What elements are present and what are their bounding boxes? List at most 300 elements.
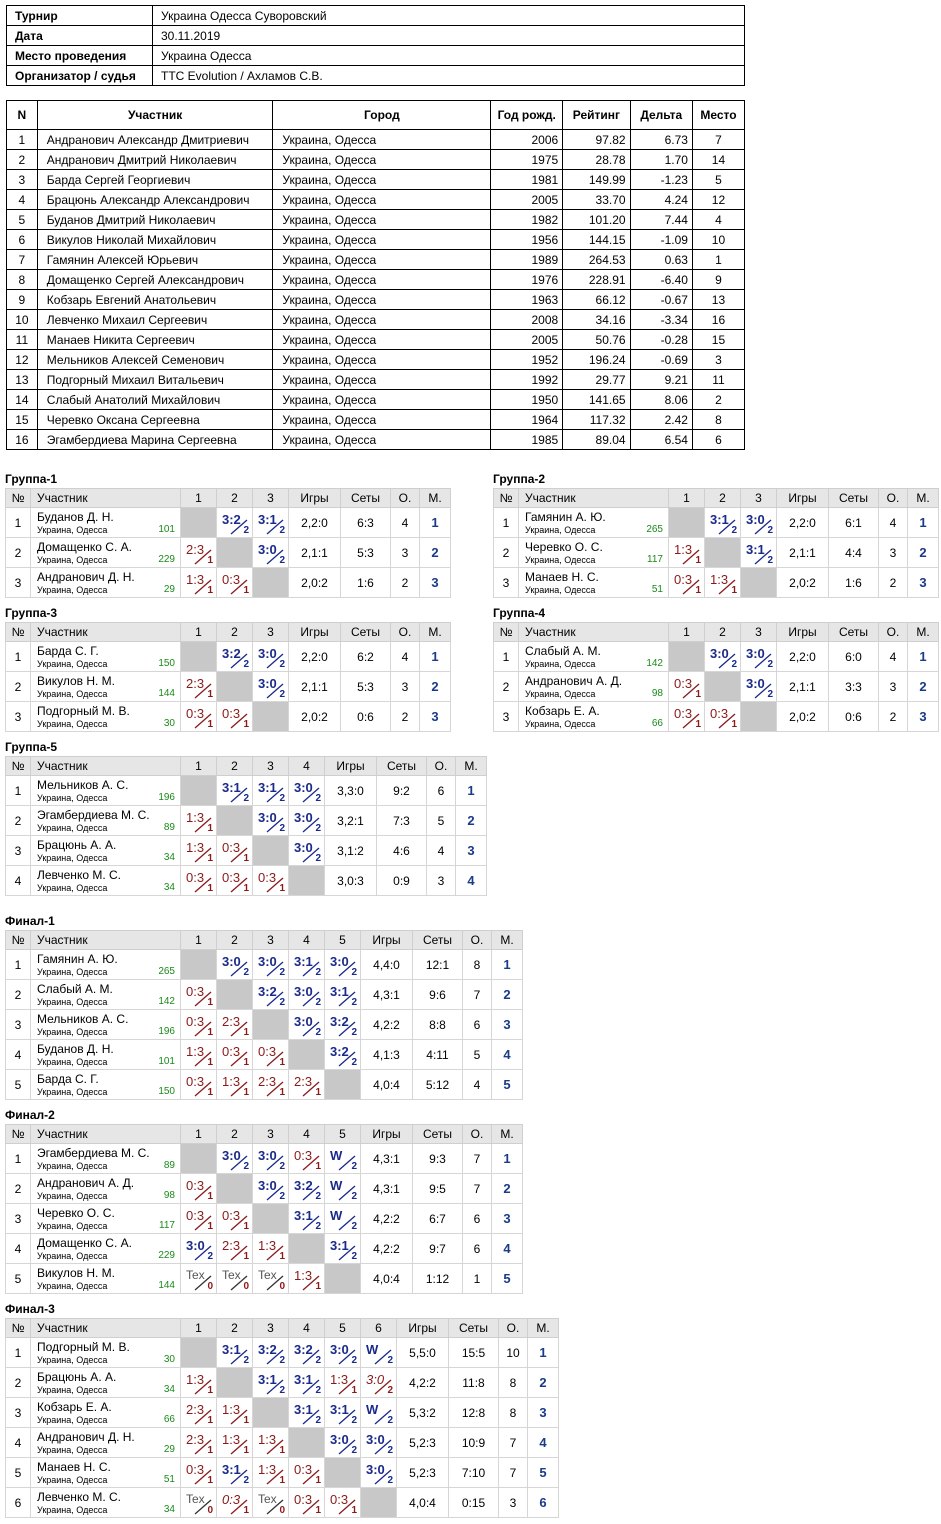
participant-cell <box>31 776 181 806</box>
player-cell: 10 <box>692 230 744 250</box>
match-points: 2 <box>351 967 357 978</box>
col-points: О. <box>879 489 908 508</box>
points-cell: 3 <box>879 672 908 702</box>
participant-cell <box>519 508 669 538</box>
match-points: 1 <box>351 1505 357 1516</box>
player-cell: Украина, Одесса <box>273 390 491 410</box>
match-result-cell <box>181 1010 217 1040</box>
match-score: 3:0 <box>222 954 241 969</box>
match-result-cell <box>289 1264 325 1294</box>
match-points: 2 <box>243 1475 249 1486</box>
col-place: М. <box>528 1319 559 1338</box>
match-score: 1:3 <box>186 1372 205 1387</box>
match-points: 1 <box>207 1221 213 1232</box>
participant-rating: 117 <box>647 554 663 565</box>
match-result <box>181 1174 216 1203</box>
players-col-header: Место <box>692 101 744 130</box>
match-score: 1:3 <box>186 572 205 587</box>
participant-rating: 142 <box>158 996 175 1007</box>
match-points: 1 <box>315 1475 321 1486</box>
participant-rating: 89 <box>163 1160 175 1171</box>
match-points: 2 <box>279 1385 285 1396</box>
match-points: 1 <box>207 1385 213 1396</box>
participant-name: Черевко О. С. <box>37 1206 115 1220</box>
match-score: 3:1 <box>258 780 277 795</box>
match-result <box>669 538 704 567</box>
player-cell: Украина, Одесса <box>273 290 491 310</box>
row-num: 3 <box>6 702 31 732</box>
match-result-cell <box>217 950 253 980</box>
group-title: Финал-3 <box>5 1302 55 1316</box>
participant-rating: 144 <box>158 688 175 699</box>
match-result-cell <box>253 1458 289 1488</box>
match-score: 3:1 <box>222 1342 241 1357</box>
tournament-info-table <box>6 5 745 86</box>
group-row <box>6 1010 523 1040</box>
match-result-cell <box>217 1398 253 1428</box>
col-sets: Сеты <box>449 1319 499 1338</box>
match-result <box>253 1070 288 1099</box>
place-cell: 3 <box>908 568 939 598</box>
match-result-cell <box>217 1458 253 1488</box>
player-row <box>7 150 745 170</box>
match-result <box>253 1368 288 1397</box>
match-result-cell <box>253 1428 289 1458</box>
players-col-header: Рейтинг <box>563 101 630 130</box>
participant-city: Украина, Одесса <box>37 1475 108 1485</box>
col-opponent: 4 <box>289 1125 325 1144</box>
match-score: 3:1 <box>746 542 765 557</box>
row-num: 4 <box>6 1040 31 1070</box>
match-score: 3:2 <box>294 1342 313 1357</box>
col-opponent: 3 <box>253 757 289 776</box>
match-score: 1:3 <box>258 1462 277 1477</box>
match-points: 1 <box>279 1445 285 1456</box>
participant-city: Украина, Одесса <box>37 1355 108 1365</box>
participant-city: Украина, Одесса <box>37 719 108 729</box>
match-result <box>253 672 288 701</box>
player-cell: Викулов Николай Михайлович <box>37 230 273 250</box>
match-result-cell <box>289 950 325 980</box>
player-cell: 141.65 <box>563 390 630 410</box>
player-cell: -0.69 <box>630 350 692 370</box>
match-points: 2 <box>387 1475 393 1486</box>
sets-cell: 7:3 <box>377 806 427 836</box>
sets-cell: 5:3 <box>341 672 391 702</box>
place-cell: 3 <box>528 1398 559 1428</box>
col-games: Игры <box>289 489 341 508</box>
participant-rating: 229 <box>158 554 175 565</box>
col-place: М. <box>908 489 939 508</box>
place-cell: 1 <box>528 1338 559 1368</box>
match-result-cell <box>361 1458 397 1488</box>
points-cell: 4 <box>879 642 908 672</box>
match-result <box>669 672 704 701</box>
col-opponent: 5 <box>325 1319 361 1338</box>
match-result <box>325 1398 360 1427</box>
player-row <box>7 330 745 350</box>
match-points: 2 <box>279 793 285 804</box>
participant-cell <box>519 568 669 598</box>
match-points: 2 <box>243 659 249 670</box>
match-score: 3:0 <box>366 1462 385 1477</box>
col-opponent: 1 <box>669 623 705 642</box>
participant-cell <box>519 672 669 702</box>
match-result-cell <box>253 508 289 538</box>
group-table <box>5 930 523 1100</box>
match-score: 3:1 <box>222 780 241 795</box>
player-cell: 34.16 <box>563 310 630 330</box>
player-cell: Украина, Одесса <box>273 430 491 450</box>
player-cell: 1976 <box>491 270 563 290</box>
participant-rating: 51 <box>163 1474 175 1485</box>
participant-cell <box>31 1070 181 1100</box>
match-score: 0:3 <box>222 706 241 721</box>
diagonal-cell <box>325 1264 361 1294</box>
group-row <box>494 508 939 538</box>
match-result <box>181 1398 216 1427</box>
match-result-cell <box>253 1264 289 1294</box>
match-result-cell <box>289 1070 325 1100</box>
col-games: Игры <box>777 623 829 642</box>
player-cell: 2006 <box>491 130 563 150</box>
match-points: 1 <box>207 1087 213 1098</box>
player-cell: Гамянин Алексей Юрьевич <box>37 250 273 270</box>
player-cell: 1950 <box>491 390 563 410</box>
match-score: 3:1 <box>258 512 277 527</box>
match-points: 1 <box>315 1505 321 1516</box>
diagonal-cell <box>253 568 289 598</box>
participant-city: Украина, Одесса <box>37 967 108 977</box>
info-label: Дата <box>7 26 153 46</box>
match-score: 2:3 <box>294 1074 313 1089</box>
participant-cell <box>519 702 669 732</box>
player-cell: 12 <box>692 190 744 210</box>
match-result <box>217 508 252 537</box>
player-cell: 3 <box>692 350 744 370</box>
players-col-header: Дельта <box>630 101 692 130</box>
match-score: 0:3 <box>222 840 241 855</box>
points-cell: 4 <box>879 508 908 538</box>
match-points: 2 <box>731 525 737 536</box>
match-result <box>253 806 288 835</box>
match-points: 2 <box>351 1057 357 1068</box>
match-result-cell <box>217 1070 253 1100</box>
match-points: 1 <box>207 719 213 730</box>
player-cell: Украина, Одесса <box>273 130 491 150</box>
match-points: 1 <box>243 853 249 864</box>
player-cell: Барда Сергей Георгиевич <box>37 170 273 190</box>
col-opponent: 1 <box>181 757 217 776</box>
player-row <box>7 270 745 290</box>
row-num: 4 <box>6 866 31 896</box>
games-cell: 2,1:1 <box>777 672 829 702</box>
match-points: 1 <box>351 1385 357 1396</box>
place-cell: 1 <box>420 642 451 672</box>
match-score: Tex <box>186 1492 205 1506</box>
row-num: 2 <box>494 672 519 702</box>
match-points: 2 <box>243 1161 249 1172</box>
match-result-cell <box>217 1010 253 1040</box>
match-result <box>289 1174 324 1203</box>
match-result <box>217 1070 252 1099</box>
match-points: 2 <box>351 1221 357 1232</box>
player-cell: Украина, Одесса <box>273 190 491 210</box>
col-place: М. <box>908 623 939 642</box>
match-result <box>181 1428 216 1457</box>
match-result <box>253 866 288 895</box>
player-cell: 50.76 <box>563 330 630 350</box>
match-score: 3:2 <box>330 1014 349 1029</box>
match-result-cell <box>289 836 325 866</box>
points-cell: 4 <box>391 642 420 672</box>
match-score: 1:3 <box>222 1432 241 1447</box>
match-points: 2 <box>207 1251 213 1262</box>
match-result-cell <box>253 1174 289 1204</box>
participant-city: Украина, Одесса <box>525 719 596 729</box>
match-result <box>289 1398 324 1427</box>
sets-cell: 0:15 <box>449 1488 499 1518</box>
participant-cell <box>31 806 181 836</box>
participant-name: Слабый А. М. <box>525 644 601 658</box>
match-result <box>181 1070 216 1099</box>
match-points: 1 <box>243 1445 249 1456</box>
games-cell: 2,1:1 <box>777 538 829 568</box>
match-points: 1 <box>207 1191 213 1202</box>
match-result-cell <box>705 568 741 598</box>
participant-name: Викулов Н. М. <box>37 1266 116 1280</box>
match-result-cell <box>181 1204 217 1234</box>
info-label: Организатор / судья <box>7 66 153 86</box>
col-num: № <box>494 489 519 508</box>
row-num: 1 <box>494 508 519 538</box>
diagonal-cell <box>325 1070 361 1100</box>
col-points: О. <box>499 1319 528 1338</box>
player-cell: -0.28 <box>630 330 692 350</box>
participant-city: Украина, Одесса <box>37 1221 108 1231</box>
place-cell: 1 <box>456 776 487 806</box>
match-score: 0:3 <box>674 572 693 587</box>
match-points: 2 <box>767 555 773 566</box>
sets-cell: 10:9 <box>449 1428 499 1458</box>
player-cell: -6.40 <box>630 270 692 290</box>
match-points: 1 <box>243 1087 249 1098</box>
match-result <box>741 508 776 537</box>
col-sets: Сеты <box>829 623 879 642</box>
participant-city: Украина, Одесса <box>37 1505 108 1515</box>
diagonal-cell <box>361 1488 397 1518</box>
player-cell: 4 <box>7 190 38 210</box>
player-cell: 196.24 <box>563 350 630 370</box>
player-cell: 5 <box>7 210 38 230</box>
participant-cell <box>31 508 181 538</box>
match-result <box>289 980 324 1009</box>
match-points: 2 <box>279 689 285 700</box>
participant-city: Украина, Одесса <box>37 555 108 565</box>
player-cell: Подгорный Михаил Витальевич <box>37 370 273 390</box>
match-points: 2 <box>351 1161 357 1172</box>
col-participant: Участник <box>519 489 669 508</box>
match-result <box>705 702 740 731</box>
match-score: 3:0 <box>330 954 349 969</box>
match-result-cell <box>181 836 217 866</box>
player-cell: 4 <box>692 210 744 230</box>
match-result-cell <box>217 866 253 896</box>
player-cell: 1963 <box>491 290 563 310</box>
player-cell: 6.54 <box>630 430 692 450</box>
match-result-cell <box>181 568 217 598</box>
participant-name: Манаев Н. С. <box>525 570 599 584</box>
row-num: 1 <box>6 1144 31 1174</box>
match-points: 2 <box>279 1191 285 1202</box>
player-row <box>7 130 745 150</box>
match-result <box>289 1368 324 1397</box>
player-cell: 13 <box>7 370 38 390</box>
col-sets: Сеты <box>413 931 463 950</box>
participant-name: Подгорный М. В. <box>37 1340 130 1354</box>
participant-name: Черевко О. С. <box>525 540 603 554</box>
player-cell: 264.53 <box>563 250 630 270</box>
points-cell: 7 <box>499 1458 528 1488</box>
diagonal-cell <box>217 672 253 702</box>
match-result-cell <box>181 538 217 568</box>
diagonal-cell <box>741 702 777 732</box>
group-title: Группа-2 <box>493 472 546 486</box>
sets-cell: 4:6 <box>377 836 427 866</box>
games-cell: 4,4:0 <box>361 950 413 980</box>
player-cell: 2005 <box>491 330 563 350</box>
sets-cell: 1:6 <box>829 568 879 598</box>
match-score: 0:3 <box>186 1178 205 1193</box>
col-games: Игры <box>289 623 341 642</box>
match-result-cell <box>253 1040 289 1070</box>
player-cell: 1 <box>7 130 38 150</box>
match-result-cell <box>253 776 289 806</box>
match-points: 1 <box>731 585 737 596</box>
match-result-cell <box>289 1338 325 1368</box>
place-cell: 6 <box>528 1488 559 1518</box>
group-row <box>6 1368 559 1398</box>
match-points: 1 <box>207 1057 213 1068</box>
match-score: 0:3 <box>294 1148 313 1163</box>
match-result <box>705 508 740 537</box>
participant-name: Буданов Д. Н. <box>37 1042 114 1056</box>
match-score: 3:0 <box>366 1432 385 1447</box>
participant-city: Украина, Одесса <box>37 1087 108 1097</box>
match-score: 0:3 <box>222 572 241 587</box>
participant-cell <box>31 1264 181 1294</box>
sets-cell: 9:6 <box>413 980 463 1010</box>
player-cell: 1 <box>692 250 744 270</box>
match-points: 2 <box>351 1027 357 1038</box>
player-cell: 2008 <box>491 310 563 330</box>
player-cell: 144.15 <box>563 230 630 250</box>
player-cell: 1956 <box>491 230 563 250</box>
player-cell: 8 <box>7 270 38 290</box>
group-table <box>5 1318 559 1518</box>
participant-cell <box>31 866 181 896</box>
match-score: 3:0 <box>186 1238 205 1253</box>
match-result-cell <box>325 1040 361 1070</box>
group-title: Группа-1 <box>5 472 58 486</box>
sets-cell: 9:2 <box>377 776 427 806</box>
group-table <box>493 488 939 598</box>
match-result <box>181 568 216 597</box>
match-score: 0:3 <box>258 1044 277 1059</box>
player-cell: Домащенко Сергей Александрович <box>37 270 273 290</box>
row-num: 1 <box>494 642 519 672</box>
sets-cell: 6:1 <box>829 508 879 538</box>
group-row <box>6 776 487 806</box>
sets-cell: 9:5 <box>413 1174 463 1204</box>
match-score: Tex <box>186 1268 205 1282</box>
player-cell: Черевко Оксана Сергеевна <box>37 410 273 430</box>
games-cell: 4,1:3 <box>361 1040 413 1070</box>
group-row <box>6 642 451 672</box>
match-result-cell <box>289 806 325 836</box>
participant-name: Эгамбердиева М. С. <box>37 808 150 822</box>
match-points: 2 <box>315 1355 321 1366</box>
match-result <box>325 980 360 1009</box>
match-result-cell <box>253 980 289 1010</box>
player-cell: 1985 <box>491 430 563 450</box>
match-result-cell <box>217 1488 253 1518</box>
match-score: 3:0 <box>258 954 277 969</box>
match-score: 3:0 <box>294 840 313 855</box>
match-score: 3:0 <box>366 1372 385 1387</box>
games-cell: 5,5:0 <box>397 1338 449 1368</box>
match-result <box>289 1204 324 1233</box>
row-num: 2 <box>6 672 31 702</box>
group-row <box>494 538 939 568</box>
match-points: 1 <box>207 823 213 834</box>
match-result <box>669 568 704 597</box>
match-result <box>217 702 252 731</box>
match-points: 2 <box>315 1191 321 1202</box>
player-cell: 28.78 <box>563 150 630 170</box>
player-cell: 3 <box>7 170 38 190</box>
match-points: 1 <box>695 555 701 566</box>
sets-cell: 1:6 <box>341 568 391 598</box>
player-row <box>7 170 745 190</box>
points-cell: 7 <box>463 980 492 1010</box>
player-cell: Украина, Одесса <box>273 270 491 290</box>
player-cell: 33.70 <box>563 190 630 210</box>
points-cell: 6 <box>463 1234 492 1264</box>
match-result-cell <box>217 702 253 732</box>
col-place: М. <box>420 489 451 508</box>
match-points: 2 <box>279 555 285 566</box>
row-num: 1 <box>6 508 31 538</box>
points-cell: 1 <box>463 1264 492 1294</box>
match-result-cell <box>325 1488 361 1518</box>
match-result-cell <box>253 1070 289 1100</box>
place-cell: 5 <box>492 1070 523 1100</box>
match-score: 1:3 <box>186 840 205 855</box>
row-num: 2 <box>6 980 31 1010</box>
participant-rating: 30 <box>163 1354 175 1365</box>
group-header-row <box>6 1125 523 1144</box>
place-cell: 1 <box>492 950 523 980</box>
participant-name: Левченко М. С. <box>37 868 121 882</box>
player-cell: Украина, Одесса <box>273 170 491 190</box>
match-points: 1 <box>695 689 701 700</box>
player-cell: 2 <box>7 150 38 170</box>
match-score: W <box>366 1342 379 1357</box>
match-result-cell <box>181 980 217 1010</box>
participant-name: Домащенко С. А. <box>37 1236 132 1250</box>
group-row <box>6 1204 523 1234</box>
